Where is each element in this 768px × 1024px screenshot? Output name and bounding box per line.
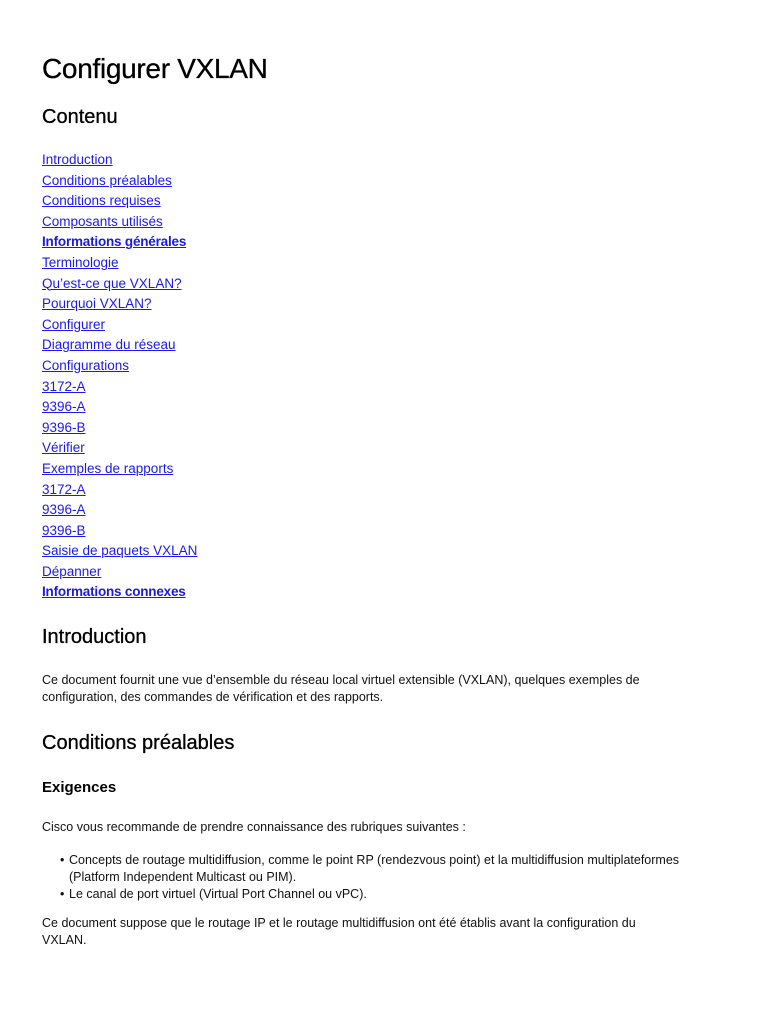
toc-item bbox=[42, 253, 197, 274]
toc-item bbox=[42, 191, 197, 212]
introduction-heading: Introduction bbox=[42, 626, 147, 648]
toc-item bbox=[42, 562, 197, 583]
toc-item bbox=[42, 356, 197, 377]
toc-link[interactable]: 3172-A bbox=[42, 378, 86, 394]
toc-link[interactable]: 9396-B bbox=[42, 419, 86, 435]
toc-item bbox=[42, 335, 197, 356]
toc-link[interactable]: Composants utilisés bbox=[42, 213, 163, 229]
toc-link[interactable]: Dépanner bbox=[42, 563, 102, 579]
toc-link[interactable]: Introduction bbox=[42, 152, 113, 167]
toc-link[interactable]: Diagramme du réseau bbox=[42, 337, 176, 353]
toc-item bbox=[42, 438, 197, 459]
toc-link[interactable]: Pourquoi VXLAN? bbox=[42, 296, 152, 312]
toc-link[interactable]: Conditions requises bbox=[42, 193, 161, 209]
toc-link[interactable]: Qu’est-ce que VXLAN? bbox=[42, 275, 182, 291]
toc-link[interactable]: 3172-A bbox=[42, 481, 86, 497]
toc-link[interactable]: Vérifier bbox=[42, 440, 85, 456]
toc-item bbox=[42, 150, 197, 171]
toc-item bbox=[42, 274, 197, 295]
requirements-list bbox=[60, 852, 700, 903]
introduction-text: Ce document fournit une vue d’ensemble du réseau local virtuel extensible (VXLAN), quelques exemples de configuration, des commandes de vérification et des rapports. bbox=[42, 673, 640, 704]
toc-item bbox=[42, 294, 197, 315]
toc-item bbox=[42, 232, 197, 253]
toc-item bbox=[42, 377, 197, 398]
toc-link[interactable]: 9396-B bbox=[42, 522, 86, 538]
toc-link[interactable]: Configurer bbox=[42, 316, 106, 332]
toc-link[interactable]: Informations générales bbox=[42, 234, 187, 250]
toc-item bbox=[42, 582, 197, 603]
toc-item bbox=[42, 541, 197, 562]
toc-item bbox=[42, 315, 197, 336]
toc-item bbox=[42, 500, 197, 521]
toc-item bbox=[42, 171, 197, 192]
toc-item bbox=[42, 521, 197, 542]
list-item: • Le canal de port virtuel (Virtual Port Channel ou vPC). bbox=[60, 886, 700, 903]
toc-item bbox=[42, 212, 197, 233]
list-item: • Concepts de routage multidiffusion, comme le point RP (rendezvous point) et la multidiffusion multiplateformes (Platform Independent Multicast ou PIM). bbox=[60, 852, 700, 886]
toc-link[interactable]: 9396-A bbox=[42, 399, 86, 415]
toc-heading: Contenu bbox=[42, 106, 118, 128]
prerequisites-heading: Conditions préalables bbox=[42, 732, 235, 754]
toc-item bbox=[42, 459, 197, 480]
requirements-closing-text: Ce document suppose que le routage IP et le routage multidiffusion ont été établis avant la configuration du VXLAN. bbox=[42, 916, 636, 947]
requirements-intro-text: Cisco vous recommande de prendre connaissance des rubriques suivantes : bbox=[42, 820, 466, 834]
table-of-contents bbox=[42, 150, 197, 603]
toc-link[interactable]: 9396-A bbox=[42, 502, 86, 518]
toc-link[interactable]: Exemples de rapports bbox=[42, 460, 174, 476]
toc-item bbox=[42, 397, 197, 418]
toc-link[interactable]: Informations connexes bbox=[42, 584, 186, 600]
toc-link[interactable]: Terminologie bbox=[42, 254, 119, 270]
toc-link[interactable]: Conditions préalables bbox=[42, 172, 172, 188]
toc-link[interactable]: Saisie de paquets VXLAN bbox=[42, 543, 198, 559]
requirements-heading: Exigences bbox=[42, 779, 117, 796]
toc-link[interactable]: Configurations bbox=[42, 357, 130, 373]
toc-item bbox=[42, 418, 197, 439]
toc-item bbox=[42, 480, 197, 501]
document-title: Configurer VXLAN bbox=[42, 53, 268, 84]
